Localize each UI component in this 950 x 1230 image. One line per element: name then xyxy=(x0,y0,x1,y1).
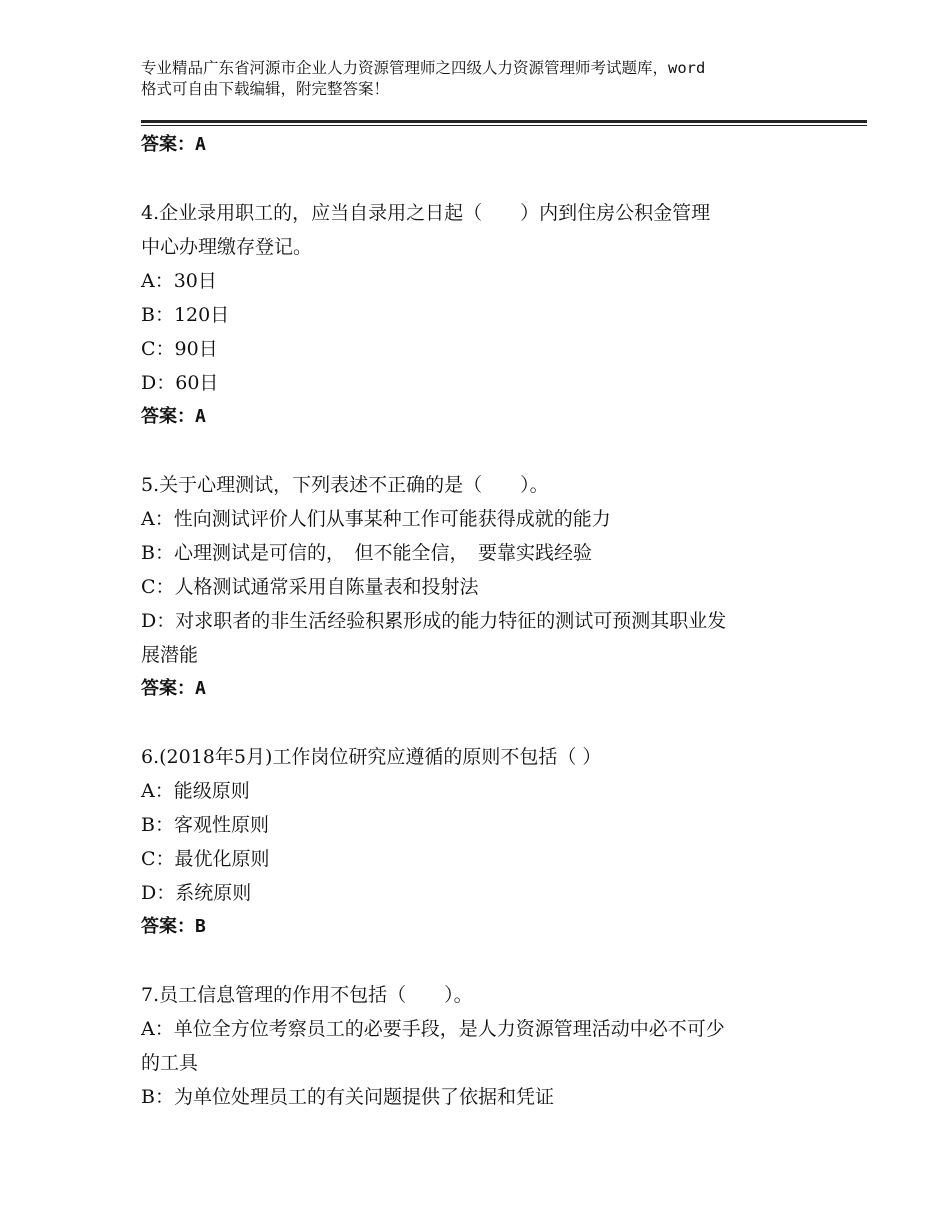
spacer xyxy=(141,944,821,978)
question-stem: 4.企业录用职工的，应当自录用之日起（ ）内到住房公积金管理 xyxy=(141,202,711,224)
option-c: C：90日 xyxy=(141,338,218,360)
option-b: B：120日 xyxy=(141,304,230,326)
option-d: D：系统原则 xyxy=(141,882,252,904)
question-stem: 7.员工信息管理的作用不包括（ ）。 xyxy=(141,984,473,1006)
option-b: B：心理测试是可信的， 但不能全信， 要靠实践经验 xyxy=(141,542,592,564)
question-6 xyxy=(141,740,821,944)
option-a: A：性向测试评价人们从事某种工作可能获得成就的能力 xyxy=(141,508,611,530)
question-stem-continued: 中心办理缴存登记。 xyxy=(141,236,313,258)
option-c: C：最优化原则 xyxy=(141,848,270,870)
header-line-1: 专业精品广东省河源市企业人力资源管理师之四级人力资源管理师考试题库，word xyxy=(141,59,706,77)
spacer xyxy=(141,706,821,740)
option-d-continued: 展潜能 xyxy=(141,644,199,666)
option-d: D：对求职者的非生活经验积累形成的能力特征的测试可预测其职业发 xyxy=(141,610,727,632)
header-rule-thin xyxy=(141,125,867,126)
option-c: C：人格测试通常采用自陈量表和投射法 xyxy=(141,576,479,598)
answer: 答案：A xyxy=(141,678,206,699)
spacer xyxy=(141,162,821,196)
question-stem: 5.关于心理测试，下列表述不正确的是（ ）。 xyxy=(141,474,549,496)
option-a: A：30日 xyxy=(141,270,217,292)
option-a: A：单位全方位考察员工的必要手段，是人力资源管理活动中必不可少 xyxy=(141,1018,725,1040)
header-line-2: 格式可自由下载编辑，附完整答案！ xyxy=(141,80,390,98)
option-a-continued: 的工具 xyxy=(141,1052,199,1074)
document-header xyxy=(141,58,821,100)
answer: 答案：A xyxy=(141,406,206,427)
answer: 答案：B xyxy=(141,916,206,937)
question-stem: 6.(2018年5月)工作岗位研究应遵循的原则不包括（ ） xyxy=(141,746,602,768)
answer-top: 答案：A xyxy=(141,134,206,155)
option-b: B：客观性原则 xyxy=(141,814,269,836)
question-4 xyxy=(141,196,821,434)
question-5 xyxy=(141,468,821,706)
option-d: D：60日 xyxy=(141,372,219,394)
option-b: B：为单位处理员工的有关问题提供了依据和凭证 xyxy=(141,1086,554,1108)
spacer xyxy=(141,434,821,468)
question-7 xyxy=(141,978,821,1114)
header-rule-thick xyxy=(141,120,867,123)
option-a: A：能级原则 xyxy=(141,780,250,802)
question-content xyxy=(141,128,821,1114)
